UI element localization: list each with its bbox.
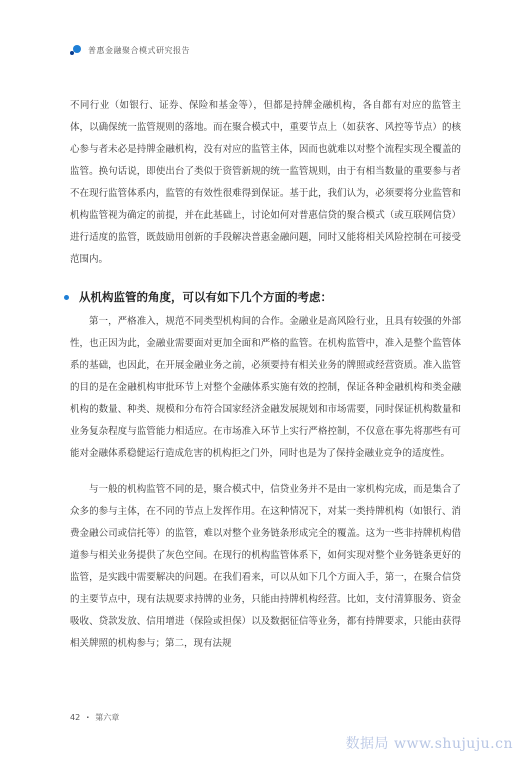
paragraph-1: 不同行业（如银行、证券、保险和基金等），但都是持牌金融机构，各自都有对应的监管主体，以确保统一监管规则的落地。而在聚合模式中，重要节点上（如获客、风控等节点）的核心参与者未必是持牌金融机构，没有对应的监管主体，因而也就难以对整个流程实现全覆盖的监管。换句话说，即使出台了类似于资管新规的统一监管规则，由于有相当数量的重要参与者不在现行监管体系内，监管的有效性很难得到保证。基于此，我们认为，必须要将分业监管和机构监管视为确定的前提，并在此基础上，讨论如何对普惠信贷的聚合模式（或互联网信贷）进行适度的监管，既鼓励用创新的手段解决普惠金融问题，同时又能将相关风险控制在可接受范围内。 bbox=[70, 100, 461, 265]
page-number: 42 bbox=[70, 713, 81, 722]
footer-separator: · bbox=[86, 713, 90, 722]
paragraph-3: 与一般的机构监管不同的是，聚合模式中，信贷业务并不是由一家机构完成，而是集合了众多的参与主体，在不同的节点上发挥作用。在这种情况下，对某一类持牌机构（如银行、消费金融公司或信托等）的监管，难以对整个业务链条形成完全的覆盖。这为一些非持牌机构借道参与相关业务提供了灰色空间。在现行的机构监管体系下，如何实现对整个业务链条更好的监管，是实践中需要解决的问题。在我们看来，可以从如下几个方面入手，第一，在聚合信贷的主要节点中，现有法规要求持牌的业务，只能由持牌机构经营。比如，支付清算服务、资金吸收、贷款发放、信用增进（保险或担保）以及数据征信等业务，都有持牌要求，只能由获得相关牌照的机构参与；第二，现有法规 bbox=[70, 484, 461, 649]
report-logo-icon bbox=[70, 44, 82, 56]
section-heading bbox=[64, 289, 461, 305]
paragraph-2: 第一，严格准入，规范不同类型机构间的合作。金融业是高风险行业，且具有较强的外部性，也正因为此，金融业需要面对更加全面和严格的监管。在机构监管中，准入是整个监管体系的基础，也因此，在开展金融业务之前，必须要持有相关业务的牌照或经营资质。准入监管的目的是在金融机构审批环节上对整个金融体系实施有效的控制，保证各种金融机构和类金融机构的数量、种类、规模和分布符合国家经济金融发展规划和市场需要，同时保证机构数量和业务复杂程度与监管能力相适应。在市场准入环节上实行严格控制，不仅意在事先将那些有可能对金融体系稳健运行造成危害的机构拒之门外，同时也是为了保持金融业竞争的适度性。 bbox=[70, 316, 461, 459]
section-title: 从机构监管的角度，可以有如下几个方面的考虑： bbox=[79, 290, 332, 304]
bullet-icon bbox=[64, 295, 69, 300]
chapter-label: 第六章 bbox=[95, 713, 120, 722]
report-title: 普惠金融聚合模式研究报告 bbox=[88, 45, 190, 55]
page-footer bbox=[70, 712, 119, 723]
page-body bbox=[70, 95, 461, 655]
site-watermark: 数据局 www.shujuju.cn bbox=[345, 736, 513, 752]
page-header bbox=[70, 44, 190, 56]
